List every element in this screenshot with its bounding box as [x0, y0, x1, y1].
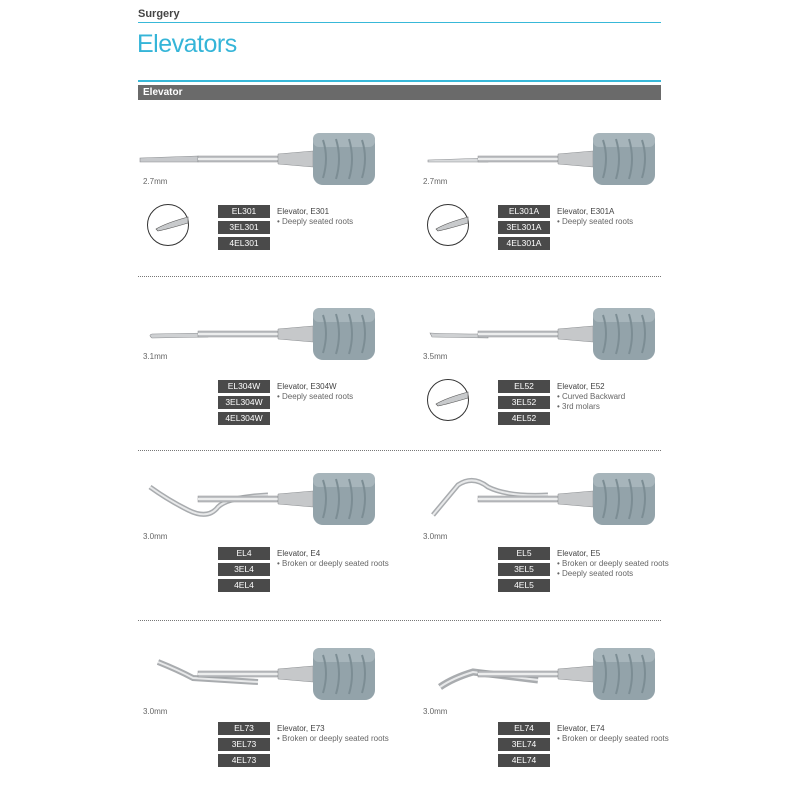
product-item	[138, 300, 398, 450]
product-code: 4EL74	[498, 754, 550, 767]
product-description	[277, 724, 397, 744]
product-name: Elevator, E4	[277, 549, 321, 558]
code-list	[218, 380, 270, 428]
tip-size-label: 2.7mm	[143, 177, 168, 186]
product-code: 3EL5	[498, 563, 550, 576]
product-code: 4EL52	[498, 412, 550, 425]
product-name: Elevator, E301	[277, 207, 330, 216]
instrument-image	[418, 300, 658, 375]
product-description	[557, 549, 677, 579]
product-code: EL5	[498, 547, 550, 560]
product-bullet: • Broken or deeply seated roots	[557, 559, 669, 568]
top-rule	[138, 22, 661, 23]
product-bullet: • 3rd molars	[557, 402, 600, 411]
code-list	[498, 205, 550, 253]
code-list	[218, 722, 270, 770]
product-description	[557, 724, 677, 744]
product-item	[138, 645, 398, 795]
product-code: 3EL73	[218, 738, 270, 751]
row-divider	[138, 276, 661, 277]
product-code: 3EL74	[498, 738, 550, 751]
product-code: 4EL301	[218, 237, 270, 250]
product-bullet: • Deeply seated roots	[277, 392, 354, 401]
instrument-image	[138, 465, 378, 540]
tip-detail-icon	[426, 203, 470, 252]
product-code: EL74	[498, 722, 550, 735]
product-name: Elevator, E73	[277, 724, 325, 733]
product-bullet: • Deeply seated roots	[557, 569, 634, 578]
product-code: 4EL5	[498, 579, 550, 592]
product-code: 4EL4	[218, 579, 270, 592]
product-bullet: • Deeply seated roots	[277, 217, 354, 226]
product-name: Elevator, E301A	[557, 207, 615, 216]
row-divider	[138, 620, 661, 621]
product-description	[557, 382, 677, 412]
product-item	[418, 125, 678, 275]
product-code: 3EL4	[218, 563, 270, 576]
code-list	[218, 547, 270, 595]
instrument-image	[418, 465, 658, 540]
product-code: EL52	[498, 380, 550, 393]
product-code: EL73	[218, 722, 270, 735]
product-item	[418, 470, 678, 620]
product-item	[418, 645, 678, 795]
tip-size-label: 3.5mm	[423, 352, 448, 361]
product-description	[277, 382, 397, 402]
product-code: 3EL301A	[498, 221, 550, 234]
product-name: Elevator, E52	[557, 382, 605, 391]
instrument-image	[138, 125, 378, 200]
page-title: Elevators	[137, 30, 237, 58]
instrument-image	[138, 640, 378, 715]
product-name: Elevator, E74	[557, 724, 605, 733]
product-item	[138, 125, 398, 275]
product-description	[277, 207, 397, 227]
instrument-image	[138, 300, 378, 375]
product-code: 3EL52	[498, 396, 550, 409]
product-code: EL304W	[218, 380, 270, 393]
product-bullet: • Deeply seated roots	[557, 217, 634, 226]
product-code: 4EL301A	[498, 237, 550, 250]
product-name: Elevator, E304W	[277, 382, 337, 391]
instrument-image	[418, 125, 658, 200]
product-bullet: • Curved Backward	[557, 392, 626, 401]
product-item	[138, 470, 398, 620]
product-code: 4EL73	[218, 754, 270, 767]
code-list	[218, 205, 270, 253]
section-label: Surgery	[138, 8, 180, 20]
product-code: 4EL304W	[218, 412, 270, 425]
tip-size-label: 3.0mm	[143, 532, 168, 541]
tip-size-label: 3.1mm	[143, 352, 168, 361]
code-list	[498, 722, 550, 770]
row-divider	[138, 450, 661, 451]
product-code: EL301	[218, 205, 270, 218]
tip-size-label: 3.0mm	[143, 707, 168, 716]
tip-size-label: 2.7mm	[423, 177, 448, 186]
code-list	[498, 380, 550, 428]
product-code: EL301A	[498, 205, 550, 218]
product-bullet: • Broken or deeply seated roots	[277, 734, 389, 743]
tip-detail-icon	[426, 378, 470, 427]
product-bullet: • Broken or deeply seated roots	[277, 559, 389, 568]
product-code: 3EL304W	[218, 396, 270, 409]
instrument-image	[418, 640, 658, 715]
code-list	[498, 547, 550, 595]
category-bar: Elevator	[138, 85, 661, 100]
product-code: 3EL301	[218, 221, 270, 234]
tip-size-label: 3.0mm	[423, 532, 448, 541]
product-name: Elevator, E5	[557, 549, 601, 558]
product-description	[557, 207, 677, 227]
tip-detail-icon	[146, 203, 190, 252]
product-description	[277, 549, 397, 569]
tip-size-label: 3.0mm	[423, 707, 448, 716]
product-item	[418, 300, 678, 450]
product-code: EL4	[218, 547, 270, 560]
title-rule	[138, 80, 661, 82]
product-bullet: • Broken or deeply seated roots	[557, 734, 669, 743]
